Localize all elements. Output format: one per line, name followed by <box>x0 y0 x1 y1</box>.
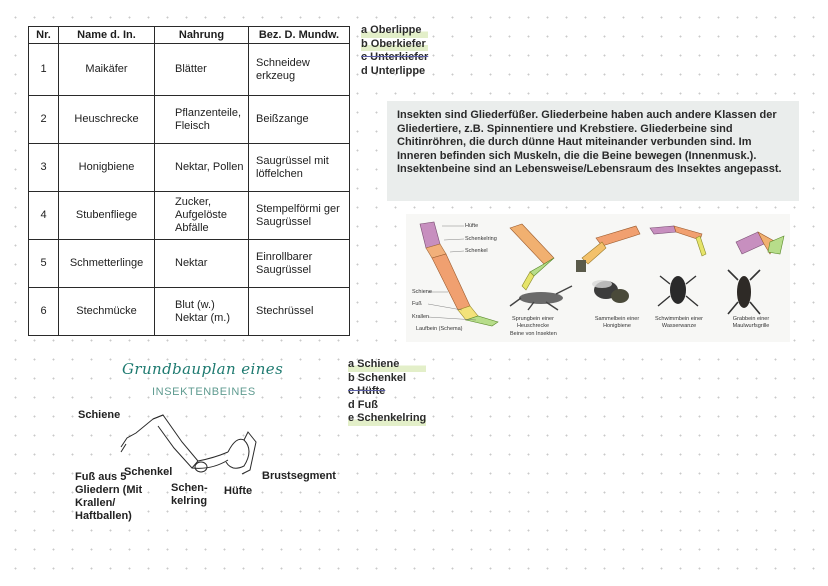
cell-name: Stubenfliege <box>59 192 155 240</box>
legend-item: b Oberkiefer <box>361 38 428 52</box>
legend-walking-leg: Laufbein (Schema) <box>416 326 463 332</box>
sketch-label-schiene: Schiene <box>78 409 121 421</box>
label-schenkelring: Schenkelring <box>465 236 497 242</box>
sketch-label-brustsegment: Brustsegment <box>262 470 336 482</box>
cell-nr: 6 <box>29 288 59 336</box>
sketch-label-schenkelring: Schen- kelring <box>171 482 208 507</box>
caption-water-bug: Schwimmbein einer Wasserwanze <box>655 316 703 329</box>
cell-food: Nektar <box>155 240 249 288</box>
legend-item: d Unterlippe <box>361 64 426 77</box>
col-header-nr: Nr. <box>29 27 59 44</box>
legend-item: b Schenkel <box>348 371 407 384</box>
col-header-food: Nahrung <box>155 27 249 44</box>
cell-food: Zucker, Aufgelöste Abfälle <box>155 192 249 240</box>
legend-item: a Oberlippe <box>361 24 428 38</box>
legend-item: a Schiene <box>348 358 426 372</box>
cell-mouthparts: Saugrüssel mit löffelchen <box>249 144 350 192</box>
legend-item: d Fuß <box>348 398 378 411</box>
label-fuss: Fuß <box>412 301 422 307</box>
info-box: Insekten sind Gliederfüßer. Gliederbeine haben auch andere Klassen der Gliedertiere, z.B. Spinnentiere und Krebstiere. Gliederbeine sind Chitinröhren, die durch dünne Haut miteinander verbunden sind. Im Inneren befinden sich Muskeln, die die Beine bewegen (Innenmusk.). Insektenbeine sind an Lebensweise/Lebensraum des Insektes angepasst. <box>387 101 799 201</box>
label-schiene: Schiene <box>412 289 432 295</box>
legend-insect-legs: Beine von Insekten <box>510 331 557 337</box>
sketch-label-schenkel: Schenkel <box>124 466 173 478</box>
label-krallen: Krallen <box>412 314 430 320</box>
sketch-trochanter <box>195 462 207 472</box>
cell-nr: 1 <box>29 44 59 96</box>
cell-food: Blut (w.) Nektar (m.) <box>155 288 249 336</box>
cell-food: Blätter <box>155 44 249 96</box>
cell-name: Heuschrecke <box>59 96 155 144</box>
cell-name: Honigbiene <box>59 144 155 192</box>
cell-mouthparts: Stechrüssel <box>249 288 350 336</box>
cell-nr: 2 <box>29 96 59 144</box>
cell-nr: 4 <box>29 192 59 240</box>
caption-mole-cricket: Grabbein einer Maulwurfsgrille <box>732 316 770 329</box>
sketch-label-huefte: Hüfte <box>224 485 253 497</box>
col-header-name: Name d. In. <box>59 27 155 44</box>
sketch-label-fuss: Fuß aus 5 Gliedern (Mit Krallen/ Haftballen) <box>75 471 143 522</box>
sketch-tibia <box>153 415 198 468</box>
legend-item: c Hüfte <box>348 385 386 397</box>
cell-name: Schmetterlinge <box>59 240 155 288</box>
cell-name: Maikäfer <box>59 44 155 96</box>
cell-mouthparts: Beißzange <box>249 96 350 144</box>
sketch-coxa <box>226 439 249 468</box>
col-header-mouthparts: Bez. D. Mundw. <box>249 27 350 44</box>
cell-nr: 3 <box>29 144 59 192</box>
cell-nr: 5 <box>29 240 59 288</box>
leg-diagram-title: Grundbauplan eines <box>122 360 284 378</box>
cell-mouthparts: Stempelförmi ger Saugrüssel <box>249 192 350 240</box>
caption-bee: Sammelbein einer Honigbiene <box>594 316 640 329</box>
cell-food: Nektar, Pollen <box>155 144 249 192</box>
legend-item: c Unterkiefer <box>361 51 429 63</box>
label-schenkel: Schenkel <box>465 248 488 254</box>
leg-diagram-subtitle: INSEKTENBEINES <box>152 386 256 398</box>
leg-parts-legend <box>348 358 426 426</box>
caption-grasshopper: Sprungbein einer Heuschrecke <box>512 316 554 329</box>
sketch-tarsus <box>121 415 163 447</box>
label-huefte: Hüfte <box>465 223 479 229</box>
legend-item: e Schenkelring <box>348 412 427 424</box>
cell-food: Pflanzenteile, Fleisch <box>155 96 249 144</box>
cell-name: Stechmücke <box>59 288 155 336</box>
cell-mouthparts: Einrollbarer Saugrüssel <box>249 240 350 288</box>
cell-mouthparts: Schneidew erkzeug <box>249 44 350 96</box>
